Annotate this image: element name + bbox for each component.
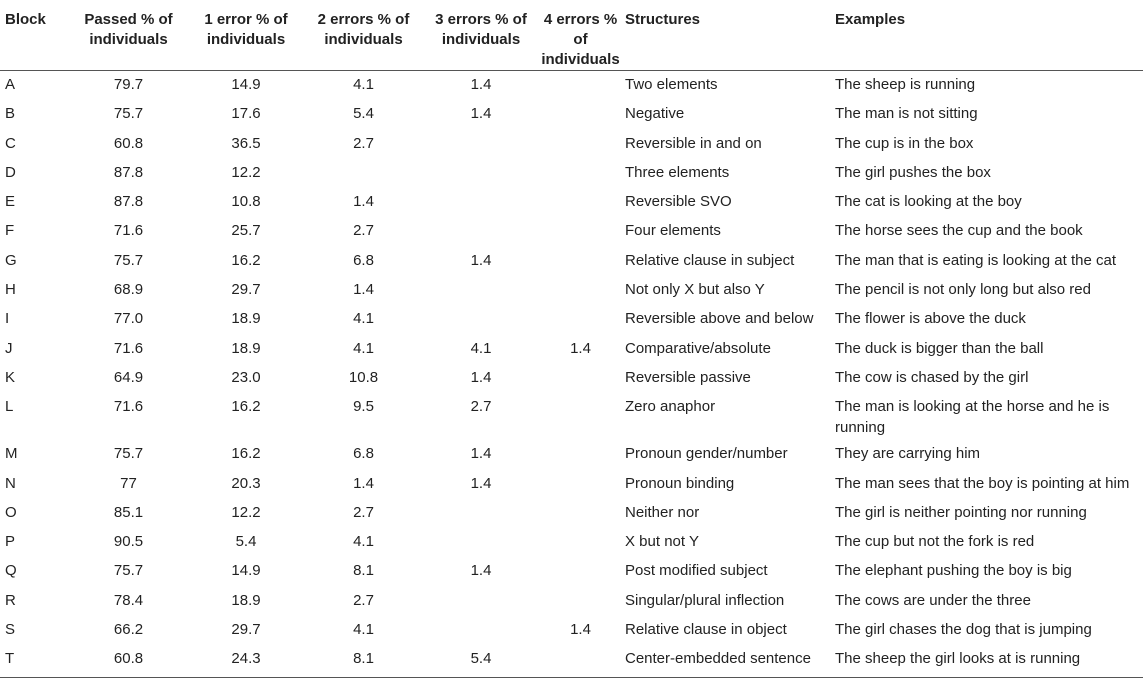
cell-4-errors [536, 528, 625, 557]
table-row [0, 393, 1143, 440]
cell-3-errors [426, 159, 536, 188]
cell-3-errors [426, 188, 536, 217]
header-examples: Examples [835, 0, 1143, 71]
cell-passed: 87.8 [113, 163, 144, 181]
cell-2-errors: 4.1 [353, 76, 374, 93]
cell-1-error: 5.4 [235, 533, 257, 551]
cell-2-errors: 1.4 [353, 193, 374, 211]
cell-example: The cup but not the fork is red [835, 533, 1035, 551]
cell-structure: Two elements [625, 76, 718, 93]
cell-example: The elephant pushing the boy is big [835, 562, 1072, 580]
cell-block: P [5, 533, 16, 551]
cell-2-errors: 2.7 [353, 134, 374, 152]
cell-block: D [5, 163, 16, 181]
cell-4-errors [536, 440, 625, 469]
cell-passed: 85.1 [113, 503, 144, 521]
cell-2-errors: 8.1 [353, 562, 374, 580]
cell-2-errors: 1.4 [353, 281, 374, 299]
cell-1-error: 16.2 [231, 398, 261, 416]
cell-3-errors [426, 276, 536, 305]
cell-block: J [5, 339, 13, 357]
cell-4-errors [536, 130, 625, 159]
cell-4-errors [536, 159, 625, 188]
cell-2-errors: 2.7 [353, 503, 374, 521]
cell-example: The cat is looking at the boy [835, 193, 1022, 211]
cell-passed: 75.7 [113, 562, 144, 580]
cell-2-errors: 5.4 [353, 105, 374, 123]
cell-3-errors: 1.4 [470, 474, 492, 492]
cell-4-errors [536, 305, 625, 334]
cell-structure: Reversible SVO [625, 193, 732, 211]
cell-block: Q [5, 562, 17, 580]
cell-block: M [5, 445, 18, 463]
cell-passed: 60.8 [113, 134, 144, 152]
cell-4-errors [536, 645, 625, 677]
header-4-errors: 4 errors % of individuals [536, 0, 625, 71]
table-row [0, 364, 1143, 393]
cell-2-errors: 9.5 [353, 398, 374, 416]
cell-3-errors: 1.4 [470, 368, 492, 386]
cell-2-errors [301, 159, 426, 188]
cell-structure: Pronoun gender/number [625, 445, 788, 463]
cell-2-errors: 4.1 [353, 339, 374, 357]
table-row [0, 470, 1143, 499]
cell-3-errors [426, 528, 536, 557]
table-row [0, 616, 1143, 645]
cell-example: The flower is above the duck [835, 310, 1026, 328]
cell-passed: 71.6 [113, 222, 144, 240]
cell-example: The girl pushes the box [835, 163, 991, 181]
cell-4-errors [536, 393, 625, 440]
cell-2-errors: 2.7 [353, 591, 374, 609]
cell-structure: Pronoun binding [625, 474, 735, 492]
cell-4-errors [536, 470, 625, 499]
cell-1-error: 36.5 [231, 134, 261, 152]
cell-block: N [5, 474, 16, 492]
cell-4-errors [536, 276, 625, 305]
cell-4-errors [536, 217, 625, 246]
table-row [0, 557, 1143, 586]
cell-example: The man is not sitting [835, 105, 978, 123]
cell-3-errors [426, 130, 536, 159]
cell-example: The pencil is not only long but also red [835, 281, 1091, 299]
cell-structure: Zero anaphor [625, 398, 716, 416]
cell-example: The cow is chased by the girl [835, 368, 1029, 386]
cell-3-errors [426, 305, 536, 334]
cell-4-errors [536, 557, 625, 586]
cell-3-errors: 4.1 [470, 339, 492, 357]
cell-1-error: 29.7 [231, 621, 261, 639]
cell-structure: Not only X but also Y [625, 281, 765, 299]
cell-2-errors: 4.1 [353, 621, 374, 639]
cell-3-errors [426, 217, 536, 246]
cell-4-errors [536, 247, 625, 276]
cell-structure: Post modified subject [625, 562, 768, 580]
cell-block: G [5, 251, 17, 269]
header-block: Block [0, 0, 66, 71]
cell-example: The girl is neither pointing nor running [835, 503, 1087, 521]
cell-block: L [5, 398, 14, 416]
cell-3-errors: 1.4 [470, 105, 492, 123]
cell-1-error: 12.2 [231, 503, 261, 521]
table-row [0, 440, 1143, 469]
cell-4-errors [536, 100, 625, 129]
cell-passed: 66.2 [113, 621, 144, 639]
cell-4-errors [536, 587, 625, 616]
cell-structure: Negative [625, 105, 685, 123]
cell-example: The sheep the girl looks at is running [835, 645, 1143, 677]
cell-4-errors [536, 499, 625, 528]
cell-example: The man that is eating is looking at the cat [835, 251, 1116, 269]
cell-1-error: 24.3 [191, 645, 301, 677]
cell-1-error: 17.6 [231, 105, 261, 123]
table-row [0, 247, 1143, 276]
cell-example: The girl chases the dog that is jumping [835, 621, 1092, 639]
cell-structure: Relative clause in object [625, 621, 787, 639]
cell-passed: 78.4 [113, 591, 144, 609]
cell-2-errors: 4.1 [353, 310, 374, 328]
cell-structure: Four elements [625, 222, 721, 240]
cell-3-errors [426, 499, 536, 528]
cell-block: E [5, 193, 16, 211]
cell-passed: 60.8 [66, 645, 191, 677]
cell-structure: Reversible above and below [625, 310, 814, 328]
table-row [0, 100, 1143, 129]
cell-3-errors [426, 616, 536, 645]
table-row [0, 305, 1143, 334]
cell-1-error: 18.9 [231, 310, 261, 328]
table-row [0, 130, 1143, 159]
table-row [0, 159, 1143, 188]
cell-2-errors: 10.8 [348, 368, 379, 386]
cell-example: The man is looking at the horse and he is running [835, 398, 1110, 437]
cell-4-errors [536, 364, 625, 393]
cell-passed: 68.9 [113, 281, 144, 299]
cell-passed: 75.7 [113, 251, 144, 269]
table-row [0, 587, 1143, 616]
cell-1-error: 18.9 [231, 591, 261, 609]
cell-3-errors [426, 587, 536, 616]
cell-1-error: 29.7 [231, 281, 261, 299]
cell-passed: 75.7 [113, 105, 144, 123]
cell-1-error: 16.2 [231, 445, 261, 463]
cell-structure: Reversible in and on [625, 134, 762, 152]
cell-3-errors: 5.4 [426, 645, 536, 677]
cell-example: The duck is bigger than the ball [835, 339, 1044, 357]
cell-2-errors: 8.1 [301, 645, 426, 677]
cell-passed: 77.0 [113, 310, 144, 328]
cell-block: A [5, 76, 16, 93]
cell-structure: X but not Y [625, 533, 699, 551]
header-2-errors: 2 errors % of individuals [301, 0, 426, 71]
cell-block: R [5, 591, 16, 609]
table-row [0, 188, 1143, 217]
cell-structure: Three elements [625, 163, 730, 181]
cell-3-errors: 1.4 [470, 251, 492, 269]
cell-passed: 71.6 [113, 339, 144, 357]
table-row [0, 645, 1143, 677]
cell-example: The sheep is running [835, 76, 976, 93]
cell-2-errors: 1.4 [353, 474, 374, 492]
cell-block: I [5, 310, 10, 328]
cell-2-errors: 4.1 [353, 533, 374, 551]
cell-2-errors: 6.8 [353, 251, 374, 269]
cell-4-errors: 1.4 [570, 339, 591, 357]
table-body [0, 71, 1143, 678]
cell-block: T [0, 645, 66, 677]
cell-passed: 77 [120, 474, 137, 492]
cell-block: C [5, 134, 16, 152]
table-row [0, 276, 1143, 305]
cell-block: B [5, 105, 16, 123]
header-1-error: 1 error % of individuals [191, 0, 301, 71]
header-3-errors: 3 errors % of individuals [426, 0, 536, 71]
cell-1-error: 12.2 [231, 163, 261, 181]
table-row [0, 71, 1143, 101]
cell-example: The cup is in the box [835, 134, 974, 152]
cell-4-errors: 1.4 [570, 621, 591, 639]
cell-3-errors: 1.4 [470, 76, 492, 93]
header-structures: Structures [625, 0, 835, 71]
cell-example: They are carrying him [835, 445, 981, 463]
cell-block: O [5, 503, 17, 521]
cell-block: F [5, 222, 15, 240]
cell-1-error: 23.0 [231, 368, 261, 386]
cell-1-error: 16.2 [231, 251, 261, 269]
header-passed: Passed % of individuals [66, 0, 191, 71]
cell-structure: Reversible passive [625, 368, 751, 386]
cell-1-error: 18.9 [231, 339, 261, 357]
cell-structure: Relative clause in subject [625, 251, 795, 269]
cell-3-errors: 2.7 [470, 398, 492, 416]
cell-block: H [5, 281, 16, 299]
cell-structure: Center-embedded sentence [625, 645, 835, 677]
cell-1-error: 10.8 [231, 193, 261, 211]
cell-1-error: 25.7 [231, 222, 261, 240]
cell-passed: 75.7 [113, 445, 144, 463]
cell-block: K [5, 368, 16, 386]
cell-passed: 64.9 [113, 368, 144, 386]
header-row [0, 0, 1143, 71]
cell-example: The horse sees the cup and the book [835, 222, 1083, 240]
cell-4-errors [536, 71, 625, 101]
cell-3-errors: 1.4 [470, 562, 492, 580]
cell-3-errors: 1.4 [470, 445, 492, 463]
table-row [0, 217, 1143, 246]
cell-passed: 87.8 [113, 193, 144, 211]
cell-structure: Singular/plural inflection [625, 591, 785, 609]
cell-1-error: 20.3 [231, 474, 261, 492]
cell-example: The cows are under the three [835, 591, 1031, 609]
table-row [0, 528, 1143, 557]
cell-structure: Neither nor [625, 503, 700, 521]
cell-4-errors [536, 188, 625, 217]
cell-2-errors: 2.7 [353, 222, 374, 240]
table-row [0, 335, 1143, 364]
cell-structure: Comparative/absolute [625, 339, 771, 357]
cell-1-error: 14.9 [231, 76, 261, 93]
cell-passed: 71.6 [113, 398, 144, 416]
cell-passed: 90.5 [113, 533, 144, 551]
cell-2-errors: 6.8 [353, 445, 374, 463]
cell-example: The man sees that the boy is pointing at him [835, 474, 1130, 492]
cell-1-error: 14.9 [231, 562, 261, 580]
table-row [0, 499, 1143, 528]
cell-passed: 79.7 [113, 76, 144, 93]
cell-block: S [5, 621, 16, 639]
